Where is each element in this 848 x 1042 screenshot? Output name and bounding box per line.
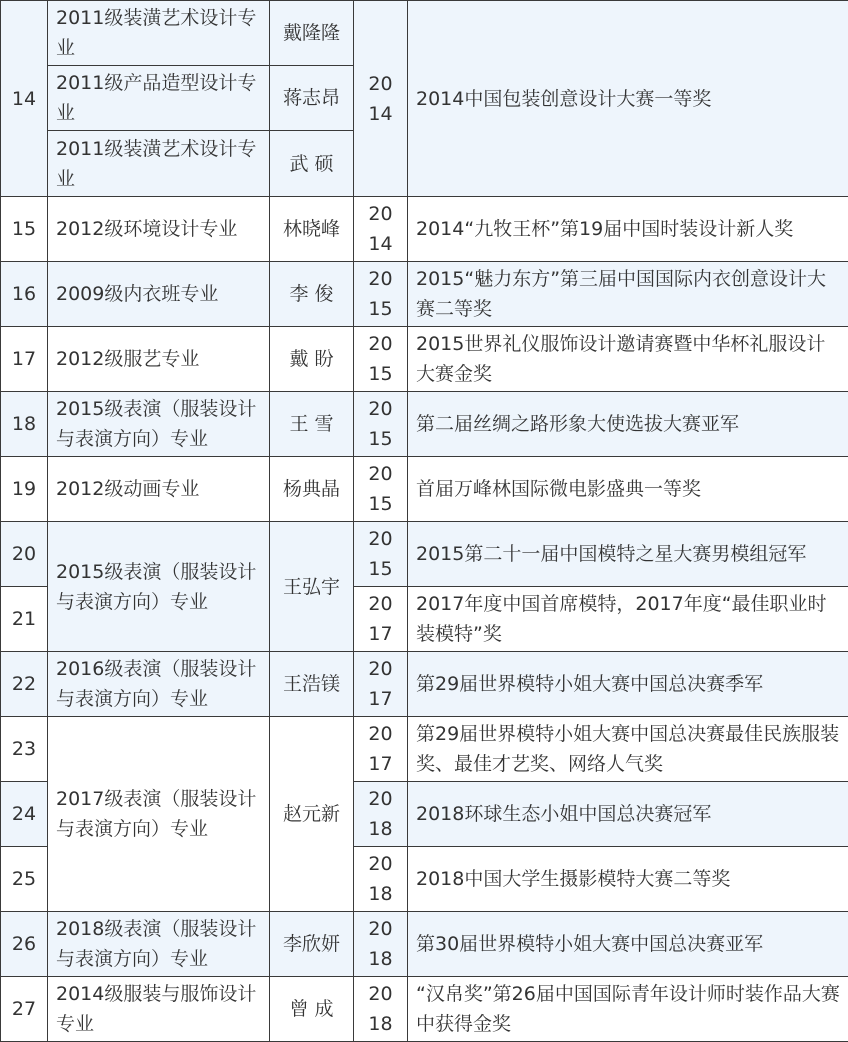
table-row bbox=[1, 392, 848, 457]
year-text: 2015 bbox=[363, 329, 399, 389]
row-number: 25 bbox=[1, 847, 48, 912]
name-cell: 戴隆隆 bbox=[270, 1, 354, 66]
table-row bbox=[1, 912, 848, 977]
row-number: 16 bbox=[1, 262, 48, 327]
award-cell: 首届万峰林国际微电影盛典一等奖 bbox=[408, 457, 848, 522]
table-row bbox=[1, 197, 848, 262]
major-cell: 2012级服艺专业 bbox=[48, 327, 270, 392]
year-cell bbox=[354, 587, 408, 652]
year-text: 2017 bbox=[363, 589, 399, 649]
year-cell bbox=[354, 457, 408, 522]
year-cell bbox=[354, 197, 408, 262]
row-number: 27 bbox=[1, 977, 48, 1042]
year-text: 2018 bbox=[363, 979, 399, 1039]
year-cell bbox=[354, 912, 408, 977]
year-text: 2015 bbox=[363, 524, 399, 584]
award-cell: 2014“九牧王杯”第19届中国时装设计新人奖 bbox=[408, 197, 848, 262]
year-cell bbox=[354, 327, 408, 392]
award-cell: 第29届世界模特小姐大赛中国总决赛季军 bbox=[408, 652, 848, 717]
row-number: 22 bbox=[1, 652, 48, 717]
table-row bbox=[1, 977, 848, 1042]
award-cell: 2015第二十一届中国模特之星大赛男模组冠军 bbox=[408, 522, 848, 587]
major-cell: 2012级动画专业 bbox=[48, 457, 270, 522]
name-cell: 李欣妍 bbox=[270, 912, 354, 977]
name-cell: 杨典晶 bbox=[270, 457, 354, 522]
major-cell: 2009级内衣班专业 bbox=[48, 262, 270, 327]
table-row bbox=[1, 327, 848, 392]
year-text: 2015 bbox=[363, 459, 399, 519]
row-number: 21 bbox=[1, 587, 48, 652]
row-number: 24 bbox=[1, 782, 48, 847]
table-row bbox=[1, 717, 848, 782]
name-cell: 林晓峰 bbox=[270, 197, 354, 262]
row-number: 17 bbox=[1, 327, 48, 392]
major-cell: 2011级产品造型设计专业 bbox=[48, 66, 270, 131]
year-cell bbox=[354, 522, 408, 587]
major-cell: 2017级表演（服装设计与表演方向）专业 bbox=[48, 717, 270, 912]
row-number: 15 bbox=[1, 197, 48, 262]
name-cell: 武 硕 bbox=[270, 131, 354, 197]
year-text: 2015 bbox=[363, 394, 399, 454]
award-cell: 2015世界礼仪服饰设计邀请赛暨中华杯礼服设计大赛金奖 bbox=[408, 327, 848, 392]
name-cell: 戴 盼 bbox=[270, 327, 354, 392]
award-cell: 2018环球生态小姐中国总决赛冠军 bbox=[408, 782, 848, 847]
name-cell: 蒋志昂 bbox=[270, 66, 354, 131]
year-cell bbox=[354, 1, 408, 197]
year-text: 2014 bbox=[363, 69, 399, 129]
year-text: 2017 bbox=[363, 654, 399, 714]
year-text: 2018 bbox=[363, 784, 399, 844]
award-cell: 2014中国包装创意设计大赛一等奖 bbox=[408, 1, 848, 197]
name-cell: 曾 成 bbox=[270, 977, 354, 1042]
table-row bbox=[1, 457, 848, 522]
major-cell: 2015级表演（服装设计与表演方向）专业 bbox=[48, 392, 270, 457]
year-cell bbox=[354, 977, 408, 1042]
major-cell: 2018级表演（服装设计与表演方向）专业 bbox=[48, 912, 270, 977]
award-cell: 2018中国大学生摄影模特大赛二等奖 bbox=[408, 847, 848, 912]
award-cell: 第30届世界模特小姐大赛中国总决赛亚军 bbox=[408, 912, 848, 977]
year-text: 2018 bbox=[363, 849, 399, 909]
name-cell: 王浩镁 bbox=[270, 652, 354, 717]
award-cell: 第二届丝绸之路形象大使选拔大赛亚军 bbox=[408, 392, 848, 457]
year-text: 2015 bbox=[363, 264, 399, 324]
year-text: 2018 bbox=[363, 914, 399, 974]
name-cell: 王弘宇 bbox=[270, 522, 354, 652]
year-cell bbox=[354, 717, 408, 782]
row-number: 20 bbox=[1, 522, 48, 587]
table-row bbox=[1, 262, 848, 327]
row-number: 19 bbox=[1, 457, 48, 522]
row-number: 18 bbox=[1, 392, 48, 457]
year-text: 2014 bbox=[363, 199, 399, 259]
major-cell: 2012级环境设计专业 bbox=[48, 197, 270, 262]
major-cell: 2014级服装与服饰设计专业 bbox=[48, 977, 270, 1042]
year-cell bbox=[354, 652, 408, 717]
major-cell: 2016级表演（服装设计与表演方向）专业 bbox=[48, 652, 270, 717]
table-row bbox=[1, 1, 848, 66]
major-cell: 2011级装潢艺术设计专业 bbox=[48, 1, 270, 66]
award-cell: 2015“魅力东方”第三届中国国际内衣创意设计大赛二等奖 bbox=[408, 262, 848, 327]
award-cell: “汉帛奖”第26届中国国际青年设计师时装作品大赛中获得金奖 bbox=[408, 977, 848, 1042]
year-cell bbox=[354, 847, 408, 912]
table-row bbox=[1, 652, 848, 717]
row-number: 26 bbox=[1, 912, 48, 977]
row-number: 14 bbox=[1, 1, 48, 197]
row-number: 23 bbox=[1, 717, 48, 782]
award-cell: 第29届世界模特小姐大赛中国总决赛最佳民族服装奖、最佳才艺奖、网络人气奖 bbox=[408, 717, 848, 782]
table-row bbox=[1, 522, 848, 587]
year-text: 2017 bbox=[363, 719, 399, 779]
year-cell bbox=[354, 782, 408, 847]
major-cell: 2015级表演（服装设计与表演方向）专业 bbox=[48, 522, 270, 652]
name-cell: 李 俊 bbox=[270, 262, 354, 327]
year-cell bbox=[354, 392, 408, 457]
major-cell: 2011级装潢艺术设计专业 bbox=[48, 131, 270, 197]
year-cell bbox=[354, 262, 408, 327]
award-cell: 2017年度中国首席模特，2017年度“最佳职业时装模特”奖 bbox=[408, 587, 848, 652]
name-cell: 王 雪 bbox=[270, 392, 354, 457]
name-cell: 赵元新 bbox=[270, 717, 354, 912]
